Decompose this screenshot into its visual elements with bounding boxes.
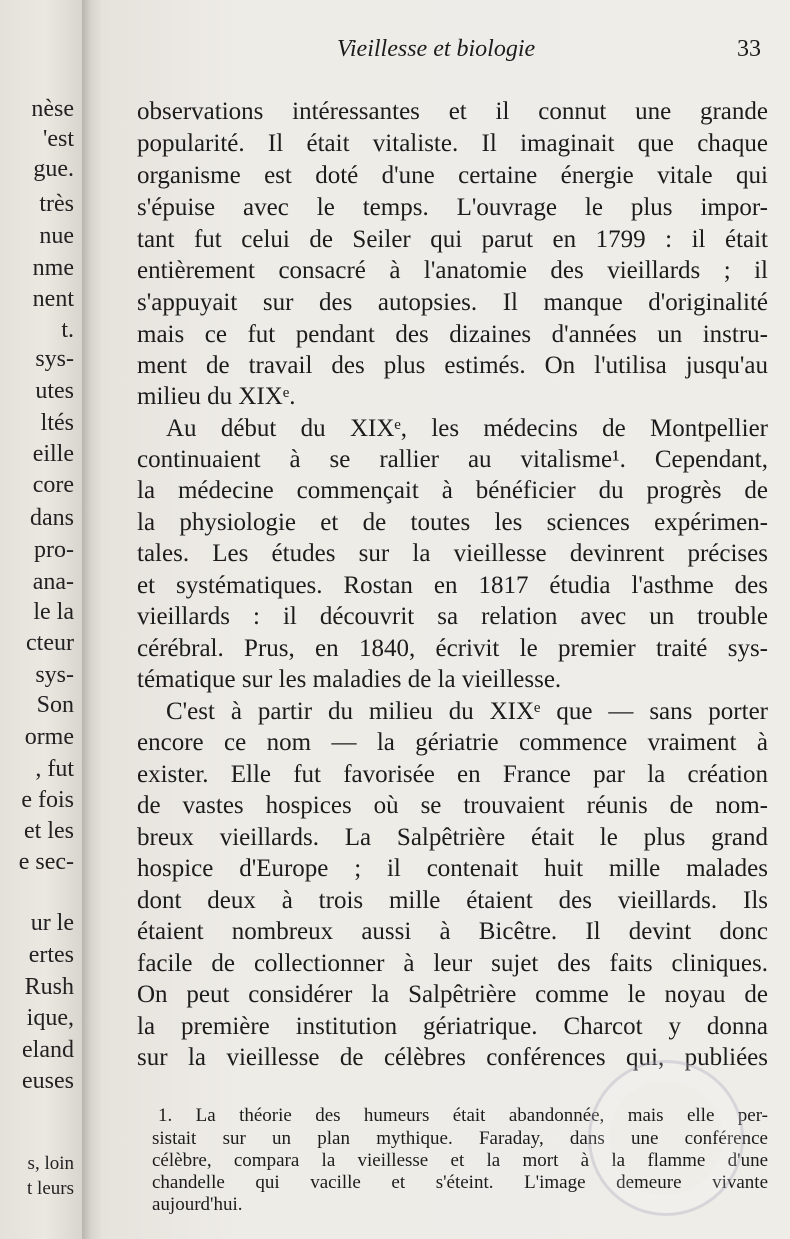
left-page-fragment: t.: [61, 317, 74, 343]
text-line: dont deux à trois mille étaient des vieillards. Ils: [137, 887, 768, 914]
book-gutter: [82, 0, 104, 1239]
left-page-fragment: cteur: [26, 630, 74, 656]
text-line: cérébral. Prus, en 1840, écrivit le premier traité sys-: [137, 635, 768, 662]
text-line: continuaient à se rallier au vitalisme¹. Cependant,: [137, 446, 768, 473]
paragraph-start: C'est à partir du milieu du XIXᵉ que — sans porter: [166, 698, 768, 725]
text-line: breux vieillards. La Salpêtrière était le plus grand: [137, 824, 768, 851]
text-line: hospice d'Europe ; il contenait huit mille malades: [137, 855, 768, 882]
left-page-fragment: ana-: [32, 569, 74, 595]
left-page-fragment: , fut: [35, 756, 74, 782]
footnote-line: chandelle qui vacille et s'éteint. L'image demeure vivante: [152, 1172, 768, 1193]
text-line: et systématiques. Rostan en 1817 étudia l'asthme des: [137, 572, 768, 599]
left-page-fragment: eland: [22, 1037, 74, 1063]
left-page-fragment: utes: [35, 378, 74, 404]
left-page-fragment: s, loin: [27, 1153, 74, 1174]
left-page-fragment: euses: [22, 1068, 74, 1094]
left-page-fragment: très: [39, 191, 74, 217]
left-page-fragment: le la: [33, 599, 74, 625]
text-line: tales. Les études sur la vieillesse devinrent précises: [137, 540, 768, 567]
text-line: s'appuyait sur des autopsies. Il manque d'originalité: [137, 289, 768, 316]
text-line: la physiologie et de toutes les sciences expérimen-: [137, 509, 768, 536]
left-page-fragment: nent: [32, 286, 74, 312]
text-line: milieu du XIXᵉ.: [137, 383, 296, 410]
text-line: tématique sur les maladies de la vieillesse.: [137, 666, 562, 693]
left-page-fragment: ertes: [28, 942, 74, 968]
left-page-fragment: Son: [36, 692, 74, 718]
text-line: facile de collectionner à leur sujet des faits cliniques.: [137, 950, 768, 977]
text-line: observations intéressantes et il connut une grande: [137, 98, 768, 125]
left-page-edge: [0, 0, 82, 1239]
left-page-fragment: nèse: [31, 96, 74, 122]
footnote-line: célèbre, compara la vieillesse et la mort à la flamme d'une: [152, 1150, 768, 1171]
left-page-fragment: sys-: [35, 346, 74, 372]
text-line: On peut considérer la Salpêtrière comme le noyau de: [137, 981, 768, 1008]
left-page-fragment: gue.: [33, 156, 74, 182]
left-page-fragment: 'est: [43, 126, 74, 152]
left-page-fragment: nue: [39, 223, 74, 249]
text-line: de vastes hospices où se trouvaient réunis de nom-: [137, 792, 768, 819]
left-page-fragment: orme: [24, 724, 74, 750]
text-line: sur la vieillesse de célèbres conférences qui, publiées: [137, 1044, 768, 1071]
page-number: 33: [737, 36, 761, 62]
left-page-fragment: e fois: [21, 787, 74, 813]
footnote-line: 1. La théorie des humeurs était abandonnée, mais elle per-: [158, 1105, 768, 1126]
text-line: mais ce fut pendant des dizaines d'années un instru-: [137, 321, 768, 348]
left-page-fragment: dans: [30, 505, 74, 531]
text-line: organisme est doté d'une certaine énergie vitale qui: [137, 162, 768, 189]
text-line: la première institution gériatrique. Charcot y donna: [137, 1013, 768, 1040]
text-line: popularité. Il était vitaliste. Il imaginait que chaque: [137, 130, 768, 157]
left-page-fragment: eille: [32, 441, 74, 467]
text-line: entièrement consacré à l'anatomie des vieillards ; il: [137, 257, 768, 284]
left-page-fragment: e sec-: [18, 849, 74, 875]
left-page-fragment: et les: [24, 818, 74, 844]
left-page-fragment: ur le: [30, 910, 74, 936]
running-head: Vieillesse et biologie: [337, 36, 536, 62]
left-page-fragment: t leurs: [27, 1178, 74, 1199]
left-page-fragment: ique,: [26, 1005, 74, 1031]
left-page-fragment: pro-: [34, 537, 74, 563]
left-page-fragment: ltés: [40, 410, 74, 436]
text-line: vieillards : il découvrit sa relation avec un trouble: [137, 603, 768, 630]
text-line: exister. Elle fut favorisée en France par la création: [137, 761, 768, 788]
footnote-line: sistait sur un plan mythique. Faraday, dans une conférence: [152, 1128, 768, 1149]
left-page-fragment: nme: [32, 255, 74, 281]
left-page-fragment: sys-: [35, 662, 74, 688]
paragraph-start: Au début du XIXᵉ, les médecins de Montpellier: [166, 415, 768, 442]
text-line: tant fut celui de Seiler qui parut en 1799 : il était: [137, 226, 768, 253]
left-page-fragment: core: [32, 472, 74, 498]
left-page-fragment: Rush: [24, 974, 74, 1000]
text-line: étaient nombreux aussi à Bicêtre. Il devint donc: [137, 918, 768, 945]
text-line: encore ce nom — la gériatrie commence vraiment à: [137, 729, 768, 756]
text-line: la médecine commençait à bénéficier du progrès de: [137, 477, 768, 504]
text-line: ment de travail des plus estimés. On l'utilisa jusqu'au: [137, 352, 768, 379]
text-line: s'épuise avec le temps. L'ouvrage le plus impor-: [137, 194, 768, 221]
footnote-line: aujourd'hui.: [152, 1194, 243, 1215]
